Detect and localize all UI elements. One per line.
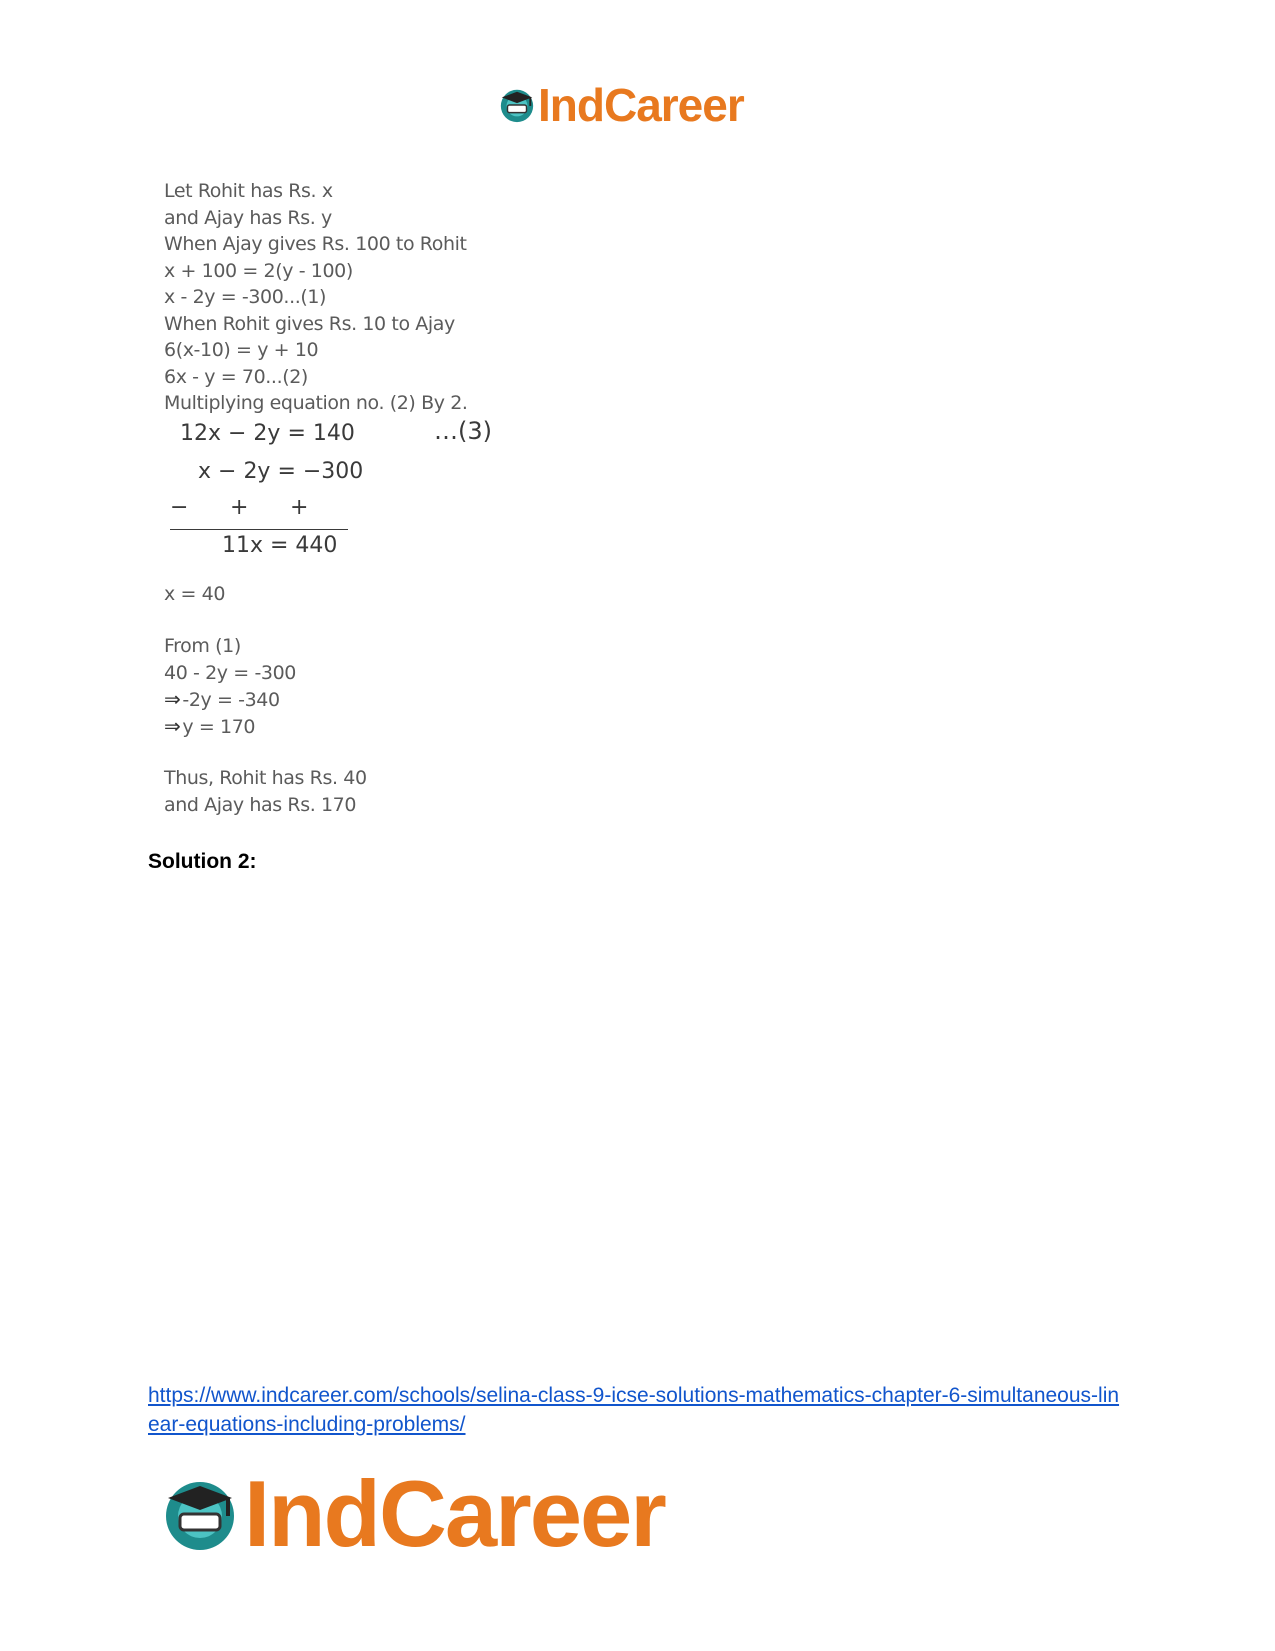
equation-3-tag: …(3) (434, 416, 492, 445)
solution-2-heading: Solution 2: (148, 850, 257, 873)
sign: + (290, 494, 309, 520)
step-text: -2y = -340 (182, 689, 280, 711)
solution-line: When Ajay gives Rs. 100 to Rohit (164, 233, 467, 255)
logo-text: IndCareer (538, 79, 744, 131)
solution-line: Let Rohit has Rs. x (164, 180, 333, 202)
equation-1-restated: x − 2y = −300 (198, 458, 364, 484)
solution-line: From (1) (164, 635, 241, 657)
solution-line: and Ajay has Rs. 170 (164, 793, 357, 816)
graduation-book-icon (160, 1474, 240, 1554)
elimination-block (164, 417, 504, 581)
solution-line (164, 713, 504, 740)
sign: − (170, 494, 189, 520)
solution-line: x = 40 (164, 582, 226, 605)
solution-1-content (164, 178, 504, 818)
footer-source-link[interactable]: https://www.indcareer.com/schools/selina-class-9-icse-solutions-mathematics-chapter-6-simultaneous-linear-equations-including-problems/ (148, 1384, 1120, 1436)
solution-line: 6(x-10) = y + 10 (164, 339, 319, 361)
elimination-result: 11x = 440 (222, 532, 338, 558)
implies-arrow-icon: ⇒ (164, 713, 181, 738)
solution-line: When Rohit gives Rs. 10 to Ajay (164, 312, 455, 335)
implies-arrow-icon: ⇒ (164, 687, 181, 711)
solution-line (164, 686, 504, 713)
equation-3: 12x − 2y = 140 (180, 420, 355, 446)
solution-line: Thus, Rohit has Rs. 40 (164, 767, 367, 789)
sign: + (230, 494, 249, 520)
footer-logo (160, 1460, 665, 1568)
solution-line: Multiplying equation no. (2) By 2. (164, 392, 468, 414)
logo-text: IndCareer (244, 1461, 665, 1566)
solution-line: 6x - y = 70...(2) (164, 365, 308, 388)
graduation-book-icon (498, 86, 536, 124)
step-text: y = 170 (182, 715, 256, 738)
sign-change-row (170, 495, 350, 520)
solution-line: and Ajay has Rs. y (164, 206, 332, 229)
header-logo (498, 78, 744, 132)
solution-line: 40 - 2y = -300 (164, 661, 296, 684)
solution-line: x - 2y = -300...(1) (164, 286, 327, 308)
subtraction-rule (170, 529, 348, 530)
solution-line: x + 100 = 2(y - 100) (164, 259, 353, 282)
